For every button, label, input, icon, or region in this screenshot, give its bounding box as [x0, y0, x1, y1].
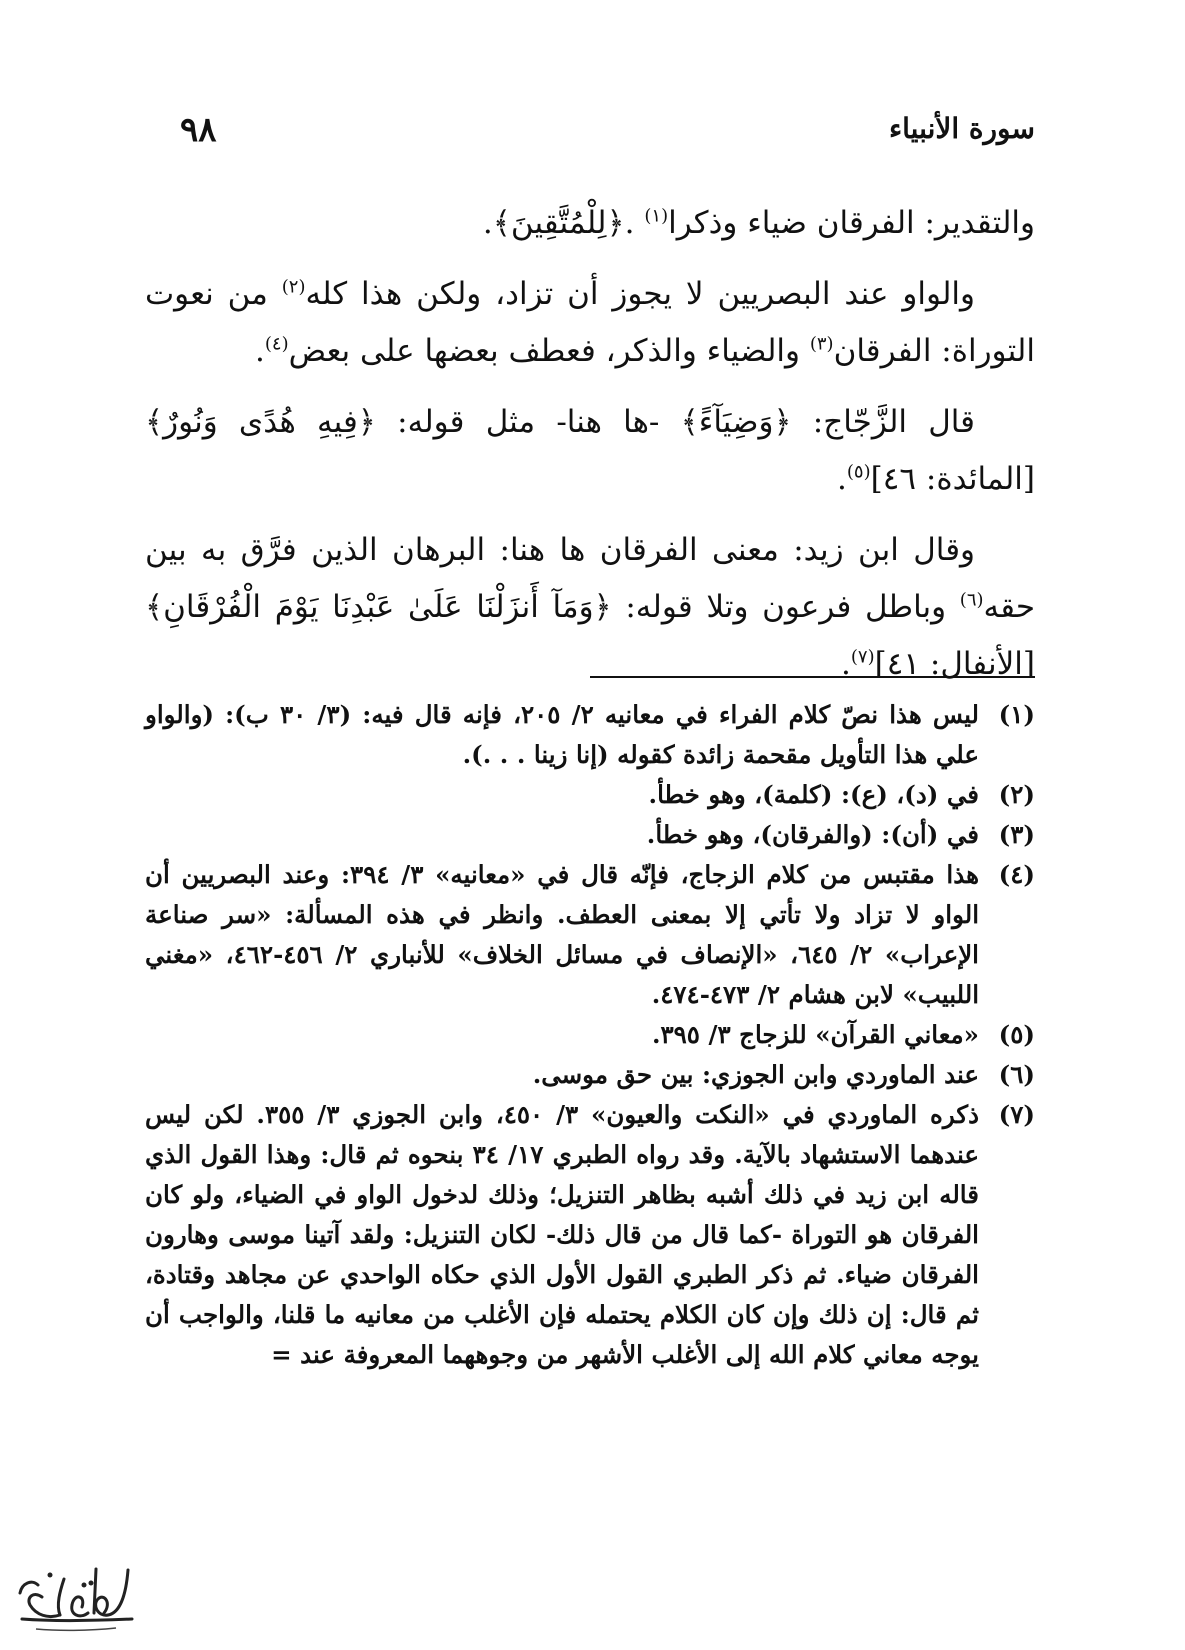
library-seal-logo	[8, 1555, 143, 1640]
paragraph-2: والواو عند البصريين لا يجوز أن تزاد، ولكن هذا كله$^{(٢)}$ من نعوت التوراة: الفرقان$^{(٣)}$ والضياء والذكر، فعطف بعضها على بعض$^{(٤)}$.	[145, 276, 1035, 369]
footnote-number: (٧)	[998, 1100, 1035, 1129]
footnote-3	[145, 815, 1035, 855]
footnotes	[145, 695, 1035, 1375]
footnote-text: «معاني القرآن» للزجاج ٣/ ٣٩٥.	[651, 1020, 979, 1049]
quran-verse: ﴿وَضِيَآءً﴾	[680, 404, 792, 440]
footnote-number: (٦)	[998, 1060, 1035, 1089]
footnote-text: في (أن): (والفرقان)، وهو خطأ.	[646, 820, 979, 849]
footnote-number: (٤)	[998, 860, 1035, 889]
paragraph-1: والتقدير: الفرقان ضياء وذكرا$^{(١)}$ .﴿لِلْمُتَّقِينَ﴾.	[482, 205, 1035, 241]
footnote-4	[145, 855, 1035, 1015]
footnote-ref: (٧)	[850, 646, 875, 668]
quran-verse: ﴿لِلْمُتَّقِينَ﴾	[492, 205, 625, 241]
footnote-5	[145, 1015, 1035, 1055]
footnote-number: (٣)	[998, 820, 1035, 849]
footnote-2	[145, 775, 1035, 815]
footnote-6	[145, 1055, 1035, 1095]
main-text	[145, 195, 1035, 693]
footnote-7	[145, 1095, 1035, 1375]
footnote-ref: (٤)	[264, 333, 289, 355]
page-number: ٩٨	[180, 110, 217, 150]
footnote-text: عند الماوردي وابن الجوزي: بين حق موسى.	[532, 1060, 979, 1089]
footnote-ref: (٢)	[281, 276, 306, 298]
quran-verse: ﴿فِيهِ هُدًى وَنُورٌ﴾	[145, 404, 376, 440]
quran-verse: ﴿وَمَآ أَنزَلْنَا عَلَىٰ عَبْدِنَا يَوْمَ الْفُرْقَانِ﴾	[145, 589, 612, 625]
footnote-text: هذا مقتبس من كلام الزجاج، فإنّه قال في «معانيه» ٣/ ٣٩٤: وعند البصريين أن الواو لا تزاد ولا تأتي إلا بمعنى العطف. وانظر في هذه المسألة: «سر صناعة الإعراب» ٢/ ٦٤٥، «الإنصاف في مسائل الخلاف» للأنباري ٢/ ٤٥٦-٤٦٢، «مغني اللبيب» لابن هشام ٢/ ٤٧٣-٤٧٤.	[145, 860, 980, 1009]
footnote-number: (١)	[998, 700, 1035, 729]
footnote-number: (٢)	[998, 780, 1035, 809]
footnote-text: في (د)، (ع): (كلمة)، وهو خطأ.	[648, 780, 979, 809]
footnote-divider	[590, 676, 1035, 678]
footnote-number: (٥)	[998, 1020, 1035, 1049]
footnote-text: ليس هذا نصّ كلام الفراء في معانيه ٢/ ٢٠٥، فإنه قال فيه: (٣/ ٣٠ ب): (والواو علي هذا التأويل مقحمة زائدة كقوله (إنا زينا . . .).	[145, 700, 980, 769]
footnote-ref: (١)	[644, 205, 669, 227]
paragraph-3: قال الزَّجّاج: ﴿وَضِيَآءً﴾ -ها هنا- مثل قوله: ﴿فِيهِ هُدًى وَنُورٌ﴾ [المائدة: ٤٦]$^{(٥)}$.	[145, 404, 1035, 497]
footnote-ref: (٥)	[846, 461, 871, 483]
surah-title: سورة الأنبياء	[888, 112, 1035, 145]
running-head	[180, 110, 1035, 160]
footnote-ref: (٦)	[959, 589, 984, 611]
footnote-text: ذكره الماوردي في «النكت والعيون» ٣/ ٤٥٠، وابن الجوزي ٣/ ٣٥٥. لكن ليس عندهما الاستشهاد بالآية. وقد رواه الطبري ١٧/ ٣٤ بنحوه ثم قال: وهذا القول الذي قاله ابن زيد في ذلك أشبه بظاهر التنزيل؛ وذلك لدخول الواو في الضياء، ولو كان الفرقان هو التوراة -كما قال من قال ذلك- لكان التنزيل: ولقد آتينا موسى وهارون الفرقان ضياء. ثم ذكر الطبري القول الأول الذي حكاه الواحدي عن مجاهد وقتادة، ثم قال: إن ذلك وإن كان الكلام يحتمله فإن الأغلب من معانيه ما قلنا، والواجب أن يوجه معاني كلام الله إلى الأغلب الأشهر من وجوههما المعروفة عند =	[145, 1100, 980, 1369]
paragraph-4: وقال ابن زيد: معنى الفرقان ها هنا: البرهان الذين فرَّق به بين حقه$^{(٦)}$ وباطل فرعون وتلا قوله: ﴿وَمَآ أَنزَلْنَا عَلَىٰ عَبْدِنَا يَوْمَ الْفُرْقَانِ﴾ [الأنفال: ٤١]$^{(٧)}$.	[145, 532, 1035, 682]
footnote-ref: (٣)	[809, 333, 834, 355]
footnote-1	[145, 695, 1035, 775]
